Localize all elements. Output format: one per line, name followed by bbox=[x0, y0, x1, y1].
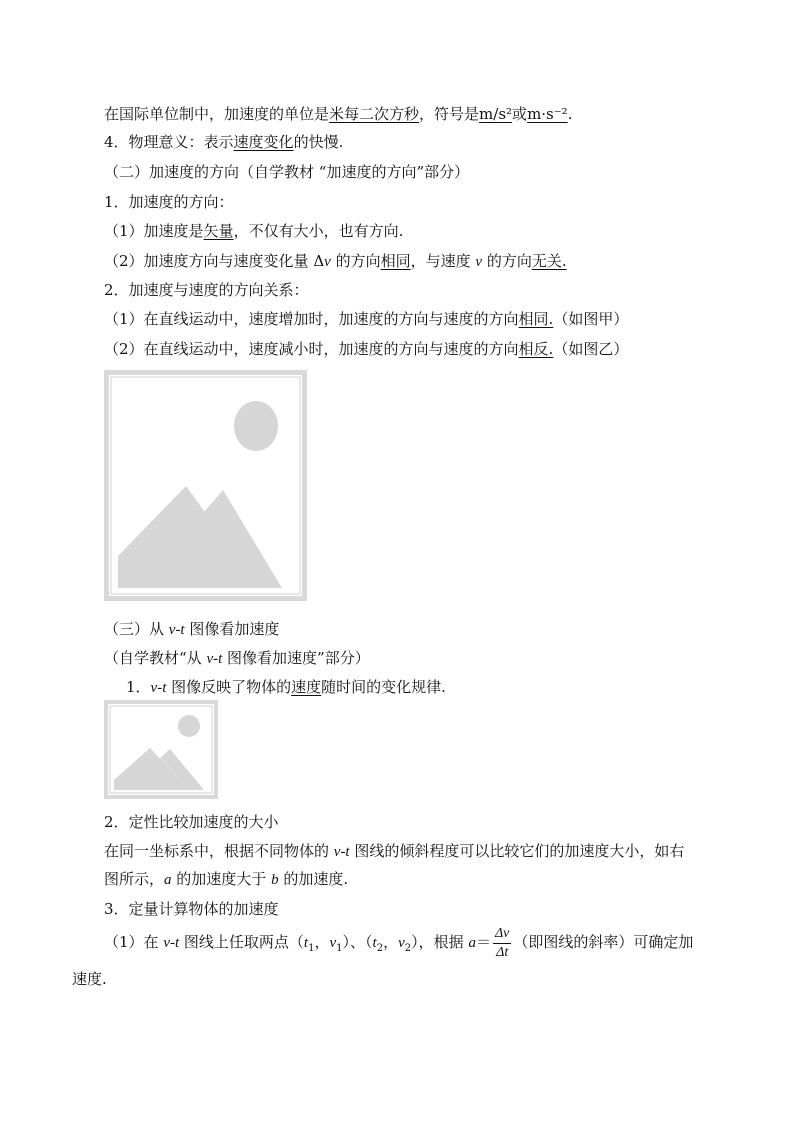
text: ，不仅有大小，也有方向. bbox=[233, 222, 404, 240]
variable: a bbox=[468, 935, 476, 951]
variable: v bbox=[324, 254, 331, 270]
subscript: 2 bbox=[404, 943, 412, 954]
item-delta-v bbox=[104, 250, 567, 273]
text: 的方向 bbox=[482, 252, 532, 270]
text: ）、（ bbox=[342, 933, 373, 951]
item-relation: 2．加速度与速度的方向关系： bbox=[104, 281, 309, 299]
text: . bbox=[567, 105, 573, 123]
text: （1）加速度是 bbox=[104, 222, 204, 240]
text: ，符号是 bbox=[419, 105, 480, 123]
text: 的加速度大于 bbox=[171, 870, 272, 888]
fraction-denominator: Δt bbox=[496, 944, 509, 960]
section-heading-vt bbox=[104, 618, 279, 641]
variable: v bbox=[398, 935, 405, 951]
underlined-answer: 速度变化 bbox=[233, 133, 294, 151]
text: （如图乙） bbox=[553, 340, 629, 358]
text: 在国际单位制中，加速度的单位是 bbox=[104, 105, 330, 123]
text: 图像看加速度”部分） bbox=[222, 649, 370, 667]
text: ），根据 bbox=[411, 933, 469, 951]
underlined-answer: 速度 bbox=[291, 678, 322, 696]
paragraph-meaning bbox=[104, 131, 343, 153]
underlined-answer: 矢量 bbox=[203, 222, 234, 240]
text: （如图甲） bbox=[553, 310, 629, 328]
image-placeholder-large bbox=[104, 370, 307, 601]
variable: v-t bbox=[206, 651, 223, 667]
text: 或 bbox=[512, 105, 528, 123]
paragraph-formula bbox=[104, 922, 693, 969]
item-increase bbox=[104, 308, 628, 330]
paragraph-compare-cont bbox=[104, 868, 348, 891]
variable: t bbox=[372, 935, 377, 951]
variable: v bbox=[329, 935, 337, 951]
text: ＝ bbox=[475, 933, 491, 951]
underlined-answer: 米每二次方秒 bbox=[329, 105, 420, 123]
underlined-answer: 相反. bbox=[518, 340, 554, 358]
text: （即图线的斜率）可确定加 bbox=[513, 933, 694, 951]
subscript: 2 bbox=[376, 943, 384, 954]
variable: v-t bbox=[333, 844, 350, 860]
item-decrease bbox=[104, 338, 628, 360]
text: ， bbox=[383, 933, 399, 951]
underlined-answer: 相同 bbox=[380, 252, 411, 270]
section-heading-direction: （二）加速度的方向（自学教材 “加速度的方向”部分） bbox=[104, 163, 470, 181]
text: （自学教材“从 bbox=[104, 649, 207, 667]
variable: v-t bbox=[150, 680, 167, 696]
text: 的方向 bbox=[330, 252, 381, 270]
item-direction: 1．加速度的方向： bbox=[104, 193, 234, 211]
text: （1）在 bbox=[104, 933, 164, 951]
text: ， bbox=[314, 933, 330, 951]
variable: b bbox=[271, 872, 279, 888]
underlined-answer: 无关. bbox=[531, 252, 567, 270]
subscript: 1 bbox=[336, 943, 343, 954]
variable: v-t bbox=[168, 622, 185, 638]
variable: v-t bbox=[163, 935, 180, 951]
underlined-answer: m·s⁻² bbox=[527, 105, 568, 123]
paragraph-compare bbox=[104, 840, 684, 863]
text: 随时间的变化规律. bbox=[321, 678, 446, 696]
fraction-numerator: Δv bbox=[493, 925, 511, 944]
variable: v bbox=[475, 254, 483, 270]
variable: t bbox=[303, 935, 309, 951]
subscript: 1 bbox=[308, 943, 315, 954]
text: 在同一坐标系中，根据不同物体的 bbox=[104, 842, 334, 860]
paragraph-formula-cont: 速度. bbox=[72, 970, 107, 988]
text: （2）加速度方向与速度变化量 Δ bbox=[104, 252, 325, 270]
item-vector bbox=[104, 220, 403, 242]
fraction bbox=[493, 925, 511, 962]
underlined-answer: 相同. bbox=[518, 310, 554, 328]
text: 1． bbox=[126, 678, 151, 696]
variable: a bbox=[164, 872, 172, 888]
text: ，与速度 bbox=[410, 252, 476, 270]
underlined-answer: m/s² bbox=[479, 105, 513, 123]
text: 图像看加速度 bbox=[184, 620, 280, 638]
text: 的加速度. bbox=[278, 870, 349, 888]
text: 图线的倾斜程度可以比较它们的加速度大小，如右 bbox=[349, 842, 685, 860]
section-subheading-vt bbox=[104, 647, 370, 670]
text: 图像反映了物体的 bbox=[166, 678, 292, 696]
image-icon bbox=[104, 700, 218, 799]
item-vt-reflect bbox=[126, 676, 446, 699]
item-qualitative: 2．定性比较加速度的大小 bbox=[104, 813, 279, 831]
text: 图线上任取两点（ bbox=[179, 933, 304, 951]
text: 图所示， bbox=[104, 870, 165, 888]
paragraph-unit bbox=[104, 103, 572, 125]
image-icon bbox=[104, 370, 307, 601]
text: （2）在直线运动中，速度减小时，加速度的方向与速度的方向 bbox=[104, 340, 519, 358]
text: （三）从 bbox=[104, 620, 169, 638]
text: 的快慢. bbox=[293, 133, 344, 151]
item-quantitative: 3．定量计算物体的加速度 bbox=[104, 900, 279, 918]
image-placeholder-small bbox=[104, 700, 218, 799]
text: 4．物理意义：表示 bbox=[104, 133, 234, 151]
text: （1）在直线运动中，速度增加时，加速度的方向与速度的方向 bbox=[104, 310, 519, 328]
